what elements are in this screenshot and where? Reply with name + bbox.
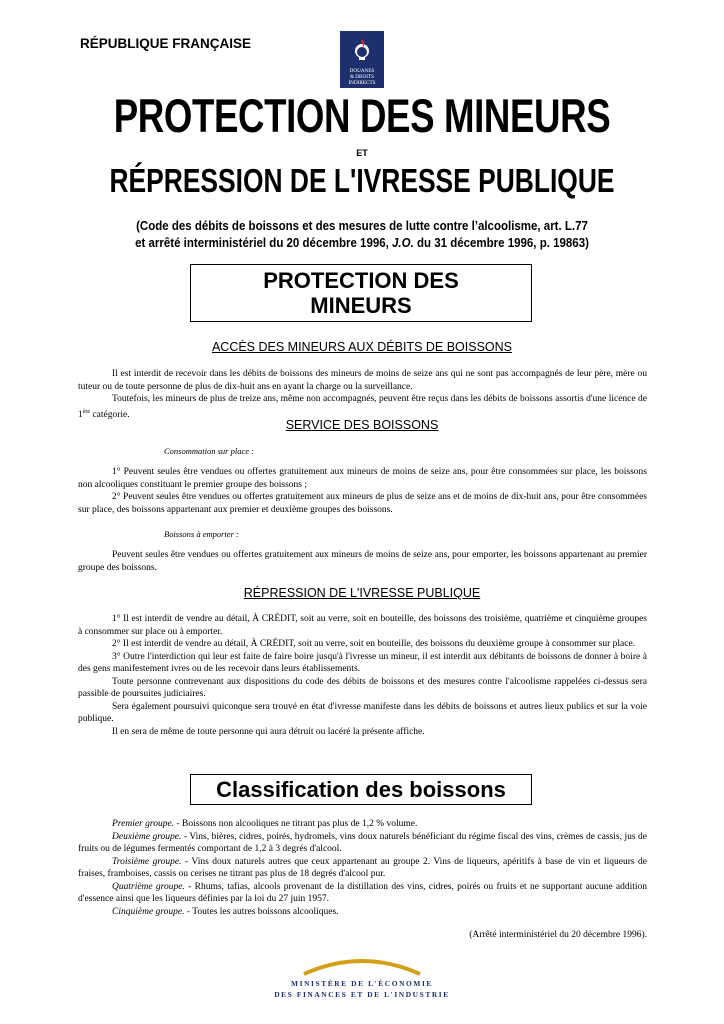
emporter-paragraph-1: Peuvent seules être vendues ou offertes gratuitement aux mineurs de moins de seize ans, pour emporter, les boissons appartenant au premier groupe des boissons.	[78, 550, 647, 573]
group-description: - Toutes les autres boissons alcooliques.	[184, 906, 339, 917]
acces-p2-start: Toutefois, les mineurs de plus de treize ans, même non accompagnés, peuvent être reçus dans les débits de boissons assortis d'une licence de 1	[78, 394, 647, 420]
repression-paragraph-1: 1° Il est interdit de vendre au détail, À CRÉDIT, soit au verre, soit en bouteille, des boissons des troisième, quatrième et cinquième groupes à consommer sur place ou à emporter.	[78, 614, 647, 637]
classification-item	[78, 831, 647, 856]
logo-line-1: DOUANES	[349, 68, 375, 74]
classification-item	[78, 881, 647, 906]
group-description: - Rhums, tafias, alcools provenant de la distillation des vins, cidres, poirés ou fruits et ne supportant aucune addition d'essence ainsi que les liqueurs définies par la loi du 27 juin 1957.	[78, 881, 647, 904]
group-name: Deuxième groupe.	[112, 831, 182, 842]
reference-line-2-start: et arrêté interministériel du 20 décembre 1996,	[135, 236, 393, 250]
reference-line-2	[29, 235, 695, 252]
emporter-text	[78, 549, 647, 574]
flame-emblem-icon	[340, 31, 384, 71]
group-description: - Vins doux naturels autres que ceux appartenant au groupe 2. Vins de liqueurs, apéritifs à base de vin et liqueurs de fraises, framboises, cassis ou cerises ne titrant pas plus de 18 degrés d'alcool pur.	[78, 856, 647, 879]
classification-title: Classification des boissons	[216, 777, 506, 802]
ministere-line-2: DES FINANCES ET DE L'INDUSTRIE	[274, 990, 450, 999]
classification-item	[78, 818, 647, 831]
repression-paragraph-5: Sera également poursuivi quiconque sera trouvé en état d'ivresse manifeste dans les débits de boissons et autres lieux publics et sur la voie publique.	[78, 701, 647, 724]
logo-line-3: INDIRECTS	[348, 80, 376, 86]
group-description: - Boissons non alcooliques ne titrant pas plus de 1,2 % volume.	[174, 819, 418, 829]
logo-text	[340, 68, 384, 86]
classification-list	[78, 818, 647, 918]
emporter-label: Boissons à emporter :	[164, 529, 239, 539]
republique-francaise-label: RÉPUBLIQUE FRANÇAISE	[80, 36, 252, 51]
group-name: Cinquième groupe.	[112, 906, 185, 917]
repression-paragraph-2: 2° Il est interdit de vendre au détail, À CRÉDIT, soit au verre, soit en bouteille, des boissons du deuxième groupe à consommer sur place.	[112, 639, 636, 649]
repression-heading: RÉPRESSION DE L'IVRESSE PUBLIQUE	[243, 586, 481, 600]
group-name: Troisième groupe.	[112, 856, 182, 867]
acces-p2-end: catégorie.	[90, 409, 130, 420]
arc-stroke	[304, 961, 420, 974]
legal-reference	[29, 218, 695, 252]
logo-line-2: & DROITS	[349, 74, 375, 80]
protection-mineurs-box	[190, 264, 532, 322]
repression-paragraph-3: 3° Outre l'interdiction qui leur est faite de faire boire jusqu'à l'ivresse un mineur, il est interdit aux débitants de boissons de donner à boire à des gens manifestement ivres ou de les recevoir dans leurs établissements.	[78, 651, 647, 674]
service-heading: SERVICE DES BOISSONS	[285, 418, 439, 432]
classification-box	[190, 774, 532, 805]
main-title: PROTECTION DES MINEURS	[113, 89, 611, 142]
classification-item	[78, 856, 647, 881]
repression-text	[78, 613, 647, 738]
repression-paragraph-4: Toute personne contrevenant aux dispositions du code des débits de boissons et des mesures contre l'alcoolisme rappelées ci-dessus sera passible de poursuites judiciaires.	[78, 676, 647, 699]
consommation-label: Consommation sur place :	[164, 446, 254, 456]
ministere-arc-icon	[300, 954, 424, 976]
acces-paragraph-1: Il est interdit de recevoir dans les débits de boissons des mineurs de moins de seize ans qui ne sont pas accompagnés de leur père, mère ou tuteur ou de toute personne de plus de dix-huit ans en ayant la charge ou la surveillance.	[78, 369, 647, 392]
title-conjunction: ET	[356, 148, 368, 158]
ordinal-superscript: ère	[82, 408, 91, 415]
protection-mineurs-title	[191, 268, 531, 318]
acces-heading: ACCÈS DES MINEURS AUX DÉBITS DE BOISSONS	[211, 340, 513, 354]
group-name: Quatrième groupe.	[112, 881, 185, 892]
conso-paragraph-2: 2° Peuvent seules être vendues ou offertes gratuitement aux mineurs de plus de seize ans et de moins de dix-huit ans, pour être consommées sur place, des boissons appartenant aux premier et deuxième groupes des boissons.	[78, 492, 647, 515]
ministere-footer	[0, 978, 724, 1000]
acces-paragraph-2	[78, 393, 647, 421]
journal-officiel-abbr: J.O.	[392, 236, 414, 250]
conso-paragraph-1: 1° Peuvent seules être vendues ou offertes gratuitement aux mineurs de moins de seize ans, pour être consommées sur place, les boissons non alcooliques constituant le premier groupe des boissons ;	[78, 467, 647, 490]
group-description: - Vins, bières, cidres, poirés, hydromels, vins doux naturels bénéficiant du régime fiscal des vins, crèmes de cassis, jus de fruits ou de légumes fermentés comportant de 1,2 à 3 degrés d'alcool.	[78, 831, 647, 854]
ministere-line-1: MINISTÈRE DE L'ÉCONOMIE	[291, 979, 433, 988]
arrete-note: (Arrêté interministériel du 20 décembre 1996).	[469, 930, 647, 940]
box1-line-1: PROTECTION DES	[263, 268, 459, 293]
classification-item	[78, 906, 647, 919]
douanes-logo	[340, 31, 384, 88]
reference-line-1: (Code des débits de boissons et des mesures de lutte contre l’alcoolisme, art. L.77	[136, 219, 588, 233]
reference-line-2-end: du 31 décembre 1996, p. 19863)	[413, 236, 589, 250]
box1-line-2: MINEURS	[310, 293, 412, 318]
acces-text	[78, 368, 647, 421]
sub-title: RÉPRESSION DE L'IVRESSE PUBLIQUE	[109, 162, 615, 199]
repression-paragraph-6: Il en sera de même de toute personne qui aura détruit ou lacéré la présente affiche.	[112, 726, 425, 737]
consommation-text	[78, 466, 647, 516]
group-name: Premier groupe.	[112, 819, 175, 829]
